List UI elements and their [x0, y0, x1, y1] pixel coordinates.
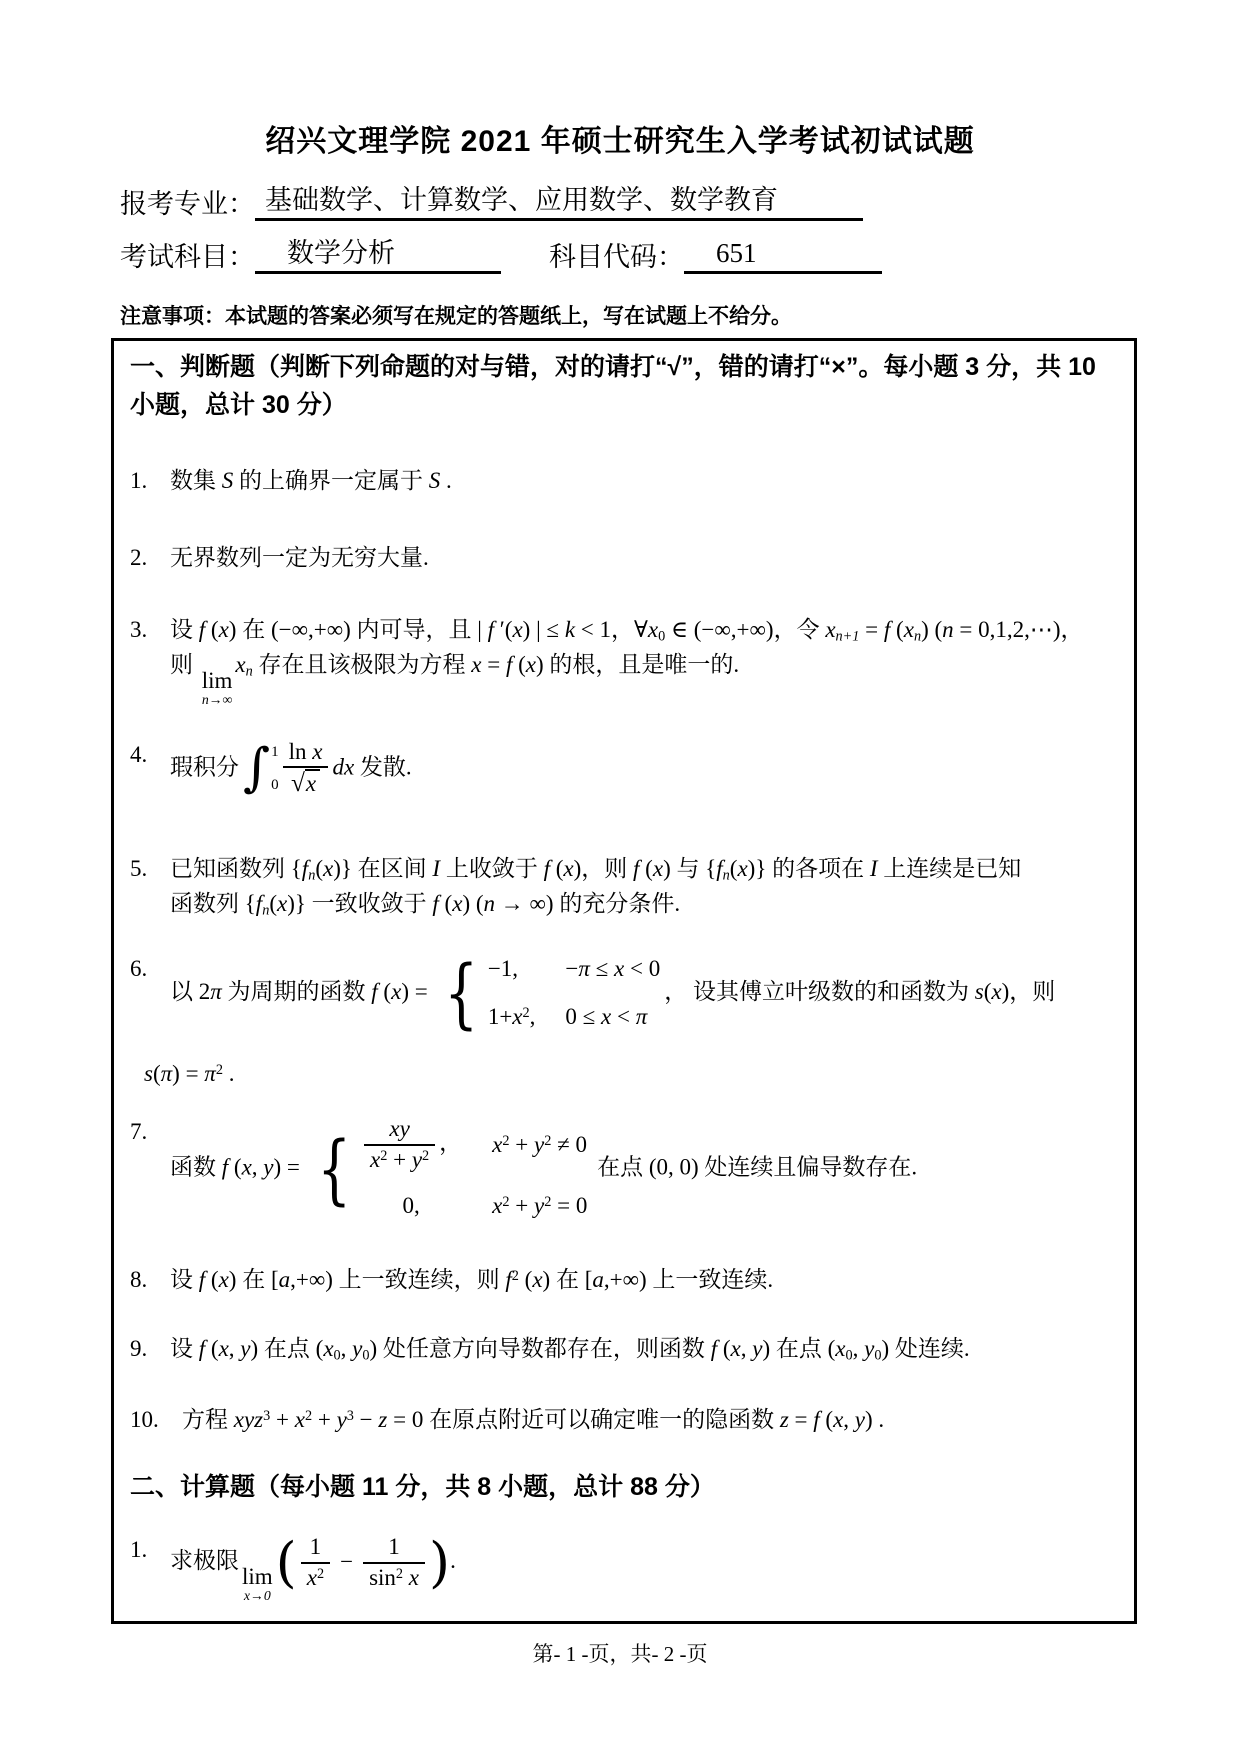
limit-word: lim — [201, 667, 233, 693]
question-10-number: 10. — [130, 1406, 159, 1432]
minus-sign: − — [340, 1549, 354, 1575]
integral-lower-limit: 0 — [271, 777, 279, 794]
section1-heading-line2: 小题，总计 30 分） — [130, 390, 347, 419]
piecewise-cases — [437, 948, 661, 1038]
question-3-number: 3. — [130, 617, 148, 642]
limit-operator — [202, 669, 233, 708]
fraction — [283, 738, 329, 800]
fraction-1 — [301, 1533, 330, 1593]
case-2-condition: $x^2 + y^2 = 0$ — [492, 1192, 588, 1218]
question-3 — [130, 613, 1118, 708]
question-3-text — [170, 613, 1118, 708]
code-value: 651 — [684, 237, 882, 274]
integral-limits — [271, 741, 279, 797]
cases-rows — [360, 1115, 587, 1223]
notice-text: 注意事项：本试题的答案必须写在规定的答题纸上，写在试题上不给分。 — [120, 305, 792, 328]
section1-heading-line1: 一、判断题（判断下列命题的对与错，对的请打“√”，错的请打“×”。每小题 3 分，共 10 — [130, 353, 1096, 381]
major-value: 基础数学、计算数学、应用数学、数学教育 — [255, 184, 863, 221]
question-3-line2-pre: 则 — [170, 651, 199, 677]
code-label: 科目代码： — [549, 242, 684, 272]
question-5-line1: 已知函数列 {fn(x)} 在区间 I 上收敛于 f (x)，则 f (x) 与 {fn(x)} 的各项在 I 上连续是已知 — [170, 855, 1022, 884]
question-3-line2 — [170, 648, 1118, 708]
section2-question-1-text — [170, 1530, 1118, 1604]
major-label: 报考专业： — [120, 189, 255, 219]
subject-code-row — [120, 235, 1140, 274]
case-2-condition: 0 ≤ x < π — [565, 1004, 648, 1030]
left-paren: ( — [275, 1530, 297, 1594]
section2-question-1-number: 1. — [130, 1536, 148, 1562]
case-2-value: $1+x^2$, — [487, 1004, 536, 1030]
fraction-denominator — [283, 768, 329, 800]
question-8-text: 设 f (x) 在 [a,+∞) 上一致连续，则 $f^2$ (x) 在 [a,+∞) 上一致连续. — [170, 1267, 774, 1293]
fraction-2-denominator: $\sin^2 x$ — [369, 1564, 420, 1590]
fraction-1-numerator: 1 — [301, 1533, 330, 1564]
fraction — [364, 1115, 435, 1175]
section2-question-1-pre: 求极限 — [170, 1547, 239, 1573]
cases-brace: { — [316, 1124, 351, 1214]
question-5-line2: 函数列 {fn(x)} 一致收敛于 f (x) (n → ∞) 的充分条件. — [170, 890, 681, 919]
page-title: 绍兴文理学院 2021 年硕士研究生入学考试初试试题 — [265, 125, 975, 158]
question-3-line1: 设 f (x) 在 (−∞,+∞) 内可导，且 | f ′(x) | ≤ k < 1，∀x0 ∈ (−∞,+∞)，令 xn+1 = f (xn) (n = 0,1,2,⋯)， — [170, 617, 1084, 645]
fraction-2 — [363, 1533, 425, 1593]
question-7 — [130, 1115, 1118, 1223]
question-5 — [130, 852, 1118, 922]
question-7-text — [170, 1115, 1118, 1223]
page-footer: 第- 1 -页，共- 2 -页 — [532, 1642, 708, 1667]
question-1-text: 数集 S 的上确界一定属于 S . — [170, 468, 452, 493]
integral-sign: ∫ — [243, 738, 271, 799]
case-1-condition: $x^2 + y^2 \ne 0$ — [492, 1131, 587, 1157]
case-1-comma: ， — [439, 1130, 463, 1156]
question-6-number: 6. — [130, 955, 148, 981]
question-5-number: 5. — [130, 855, 148, 881]
section2-question-1-end: . — [450, 1547, 456, 1573]
question-1 — [130, 464, 1118, 499]
question-4 — [130, 738, 1118, 800]
question-2-text: 无界数列一定为无穷大量. — [170, 544, 429, 570]
fraction-denominator: $x^2 + y^2$ — [370, 1147, 430, 1173]
cases-rows — [488, 952, 660, 1035]
question-7-post: 在点 (0, 0) 处连续且偏导数存在. — [591, 1154, 918, 1180]
question-2 — [130, 541, 1118, 576]
question-10 — [130, 1403, 1118, 1438]
integral-upper-limit: 1 — [271, 743, 279, 760]
question-6-post: ， 设其傅立叶级数的和函数为 s(x)，则 — [664, 978, 1056, 1004]
limit-operator — [242, 1565, 273, 1604]
question-4-text — [170, 738, 1118, 800]
question-8 — [130, 1263, 1118, 1298]
question-4-number: 4. — [130, 741, 148, 767]
fraction-2-numerator: 1 — [363, 1533, 425, 1564]
question-4-post: dx 发散. — [332, 754, 412, 780]
question-5-text — [170, 852, 1118, 922]
question-2-number: 2. — [130, 544, 148, 570]
section2-question-1 — [130, 1530, 1118, 1604]
question-7-pre: 函数 f (x, y) = — [170, 1154, 306, 1180]
cases-brace: { — [444, 948, 479, 1038]
case-1-condition: −π ≤ x < 0 — [565, 955, 661, 981]
right-paren: ) — [429, 1530, 451, 1594]
question-6 — [130, 948, 1118, 1092]
fraction-numerator: ln x — [283, 738, 329, 769]
fraction-1-denominator: $x^2$ — [306, 1564, 325, 1590]
case-1-value: −1, — [487, 955, 519, 981]
radical-sign: √ — [290, 769, 305, 798]
limit-subscript: n→∞ — [201, 692, 233, 708]
question-9-number: 9. — [130, 1335, 148, 1361]
piecewise-cases — [310, 1115, 588, 1223]
radicand: x — [305, 769, 320, 796]
exam-content-box — [111, 338, 1137, 1624]
question-3-line2-rest: xn 存在且该极限为方程 x = f (x) 的根，且是唯一的. — [235, 651, 740, 680]
question-9 — [130, 1332, 1118, 1367]
question-4-pre: 瑕积分 — [170, 754, 239, 780]
question-1-number: 1. — [130, 468, 148, 493]
fraction-numerator: xy — [364, 1115, 435, 1146]
case-2-value: 0, — [402, 1192, 420, 1218]
integral — [243, 738, 279, 799]
major-field-row — [120, 182, 1140, 221]
question-6-line2: $s(\pi) = \pi^2$ . — [144, 1060, 235, 1086]
section1-heading — [130, 349, 1118, 424]
question-6-text — [144, 948, 1118, 1092]
question-7-number: 7. — [130, 1119, 148, 1145]
question-6-pre: 以 2π 为周期的函数 f (x) = — [170, 978, 434, 1004]
section2-heading: 二、计算题（每小题 11 分，共 8 小题，总计 88 分） — [130, 1473, 715, 1502]
subject-value: 数学分析 — [255, 237, 501, 274]
question-9-text: 设 f (x, y) 在点 (x0, y0) 处任意方向导数都存在，则函数 f (x, y) 在点 (x0, y0) 处连续. — [170, 1335, 970, 1364]
limit-word: lim — [242, 1563, 273, 1589]
case-1-value — [360, 1115, 462, 1175]
subject-label: 考试科目： — [120, 242, 255, 272]
question-6-line1 — [170, 948, 1118, 1038]
question-8-number: 8. — [130, 1267, 148, 1293]
question-10-text: 方程 $xyz^3 + x^2 + y^3 - z = 0$ 在原点附近可以确定唯一的隐函数 z = f (x, y) . — [182, 1406, 885, 1432]
limit-subscript: x→0 — [243, 1587, 271, 1603]
